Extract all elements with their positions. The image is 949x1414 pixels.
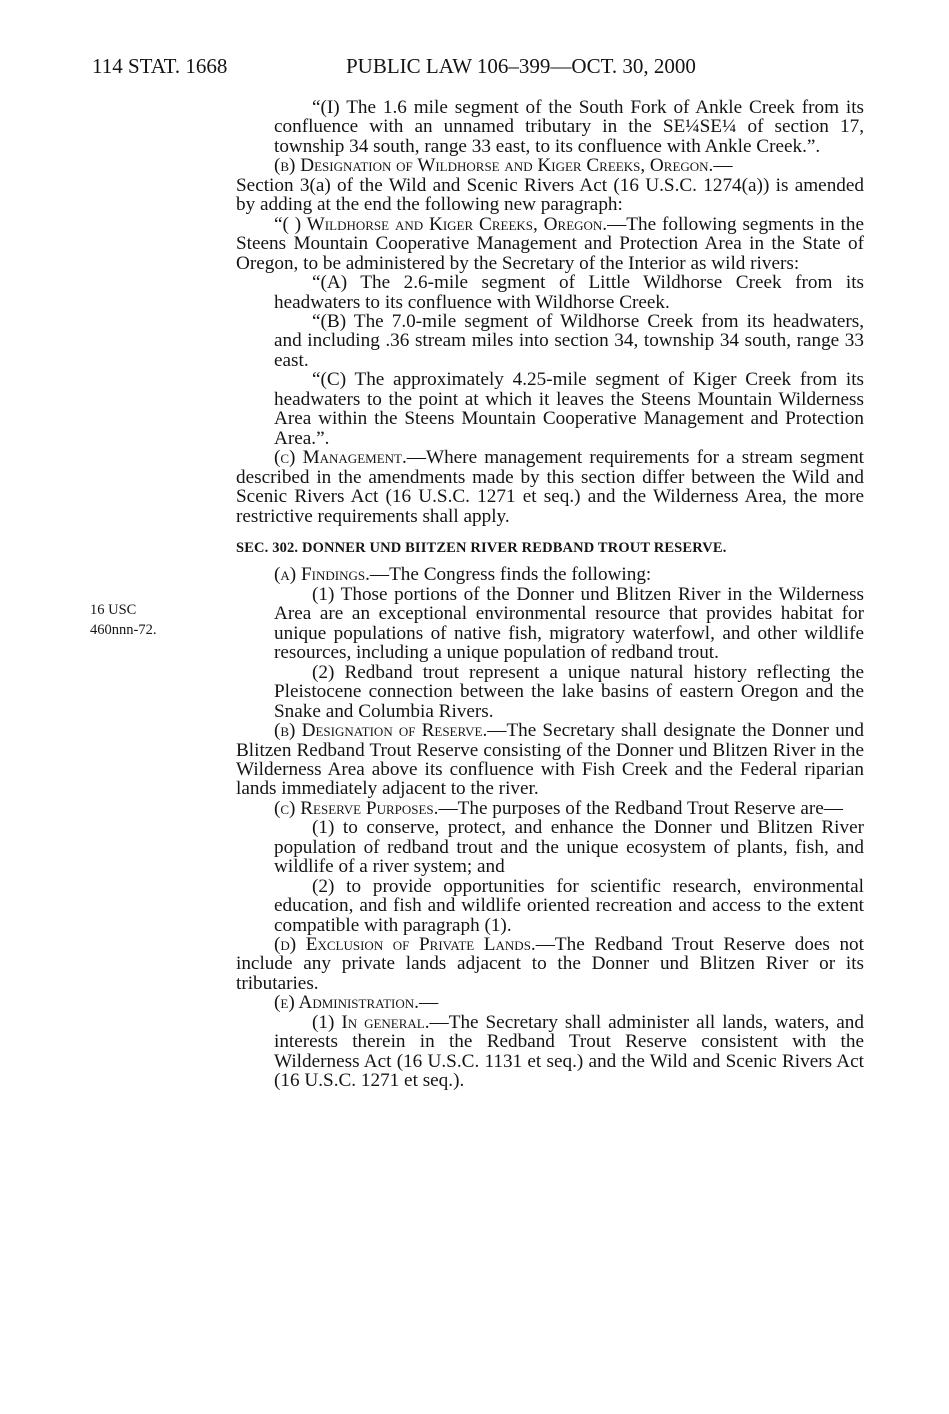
subsection-a-findings [236,565,864,584]
subsection-text: The Congress finds the following: [389,564,652,586]
administration-1 [236,1013,864,1091]
subsection-heading: (a) Findings.— [274,564,390,586]
subsection-heading: (d) Exclusion of Private Lands.— [274,934,555,956]
paragraph-text: The Secretary shall administer all lands, waters, and interests therein in the Redband Trout Reserve consistent with the Wilderness Act (16 U.S.C. 1131 et seq.) and the Wild and Scenic Rivers Act (16 U.S.C. 1271 et seq.). [274,1011,864,1092]
statute-body [236,98,864,1091]
subsection-text: The Redband Trout Reserve does not include any private lands adjacent to the Donner und Blitzen River or its tributaries. [236,934,864,994]
section-302-heading: SEC. 302. DONNER UND BIITZEN RIVER REDBAND TROUT RESERVE. [236,539,727,556]
purpose-1: (1) to conserve, protect, and enhance the Donner und Blitzen River population of redband trout and the unique ecosystem of plants, fish, and wildlife of a river system; and [274,817,864,878]
subsection-text: The purposes of the Redband Trout Reserve are— [457,797,843,819]
subsection-heading: (e) Administration.— [274,992,439,1014]
margin-citation-line-1: 16 USC [90,602,137,618]
clause-a: “(A) The 2.6-mile segment of Little Wildhorse Creek from its headwaters to its confluence with Wildhorse Creek. [274,272,864,313]
purpose-2: (2) to provide opportunities for scientific research, environmental education, and fish and wildlife oriented recreation and access to the extent compatible with paragraph (1). [274,875,864,936]
clause-c: “(C) The approximately 4.25-mile segment of Kiger Creek from its headwaters to the point at which it leaves the Steens Mountain Wilderness Area within the Steens Mountain Cooperative Management and Protection Area.”. [274,369,864,449]
subsection-b-reserve [236,721,864,799]
margin-citation [90,600,156,640]
subsection-text: Section 3(a) of the Wild and Scenic Rivers Act (16 U.S.C. 1274(a)) is amended by adding at the end the following new paragraph: [236,174,864,216]
subsection-heading: (b) Designation of Reserve.— [274,720,507,742]
subsection-c-purposes [236,799,864,818]
subsection-heading: (c) Management.— [274,447,426,469]
quoted-text: The following segments in the Steens Mountain Cooperative Management and Protection Area in the State of Oregon, to be administered by the Secretary of the Interior as wild rivers: [236,213,864,274]
subsection-heading: (b) Designation of Wildhorse and Kiger Creeks, Oregon.— [274,155,733,177]
subsection-d-exclusion [236,935,864,993]
running-title: PUBLIC LAW 106–399—OCT. 30, 2000 [346,54,696,78]
clause-i: “(I) The 1.6 mile segment of the South Fork of Ankle Creek from its confluence with an unnamed tributary in the SE¼SE¼ of section 17, township 34 south, range 33 east, to its confluence with Ankle Creek.”. [274,97,864,157]
page-header [92,50,772,82]
subsection-text: The Secretary shall designate the Donner und Blitzen Redband Trout Reserve consisting of the Donner und Blitzen River in the Wilderness Area above its confluence with Fish Creek and the Federal riparian lands immediately adjacent to the river. [236,720,864,800]
paragraph-heading: (1) In general.— [312,1011,449,1033]
subsection-c-management [236,448,864,526]
finding-1: (1) Those portions of the Donner und Blitzen River in the Wilderness Area are an exceptional environmental resource that provides habitat for unique populations of native fish, migratory waterfowl, and other wildlife resources, including a unique population of redband trout. [274,583,864,664]
subsection-heading: (c) Reserve Purposes.— [274,797,458,819]
stat-page-number: 114 STAT. 1668 [92,54,228,78]
finding-2: (2) Redband trout represent a unique natural history reflecting the Pleistocene connection between the lake basins of eastern Oregon and the Snake and Columbia Rivers. [274,661,864,722]
margin-citation-line-2: 460nnn-72. [90,622,157,638]
quoted-heading: “( ) Wildhorse and Kiger Creeks, Oregon.— [274,213,627,235]
subsection-e-administration [236,993,864,1012]
subsection-b-designation [236,156,864,214]
subsection-text: Where management requirements for a stream segment described in the amendments made by this section differ between the Wild and Scenic Rivers Act (16 U.S.C. 1271 et seq.) and the Wilderness Area, the more restrictive requirements shall apply. [236,447,864,527]
clause-b: “(B) The 7.0-mile segment of Wildhorse Creek from its headwaters, and including .36 stream miles into section 34, township 34 south, range 33 east. [274,310,864,371]
quoted-paragraph [236,215,864,273]
